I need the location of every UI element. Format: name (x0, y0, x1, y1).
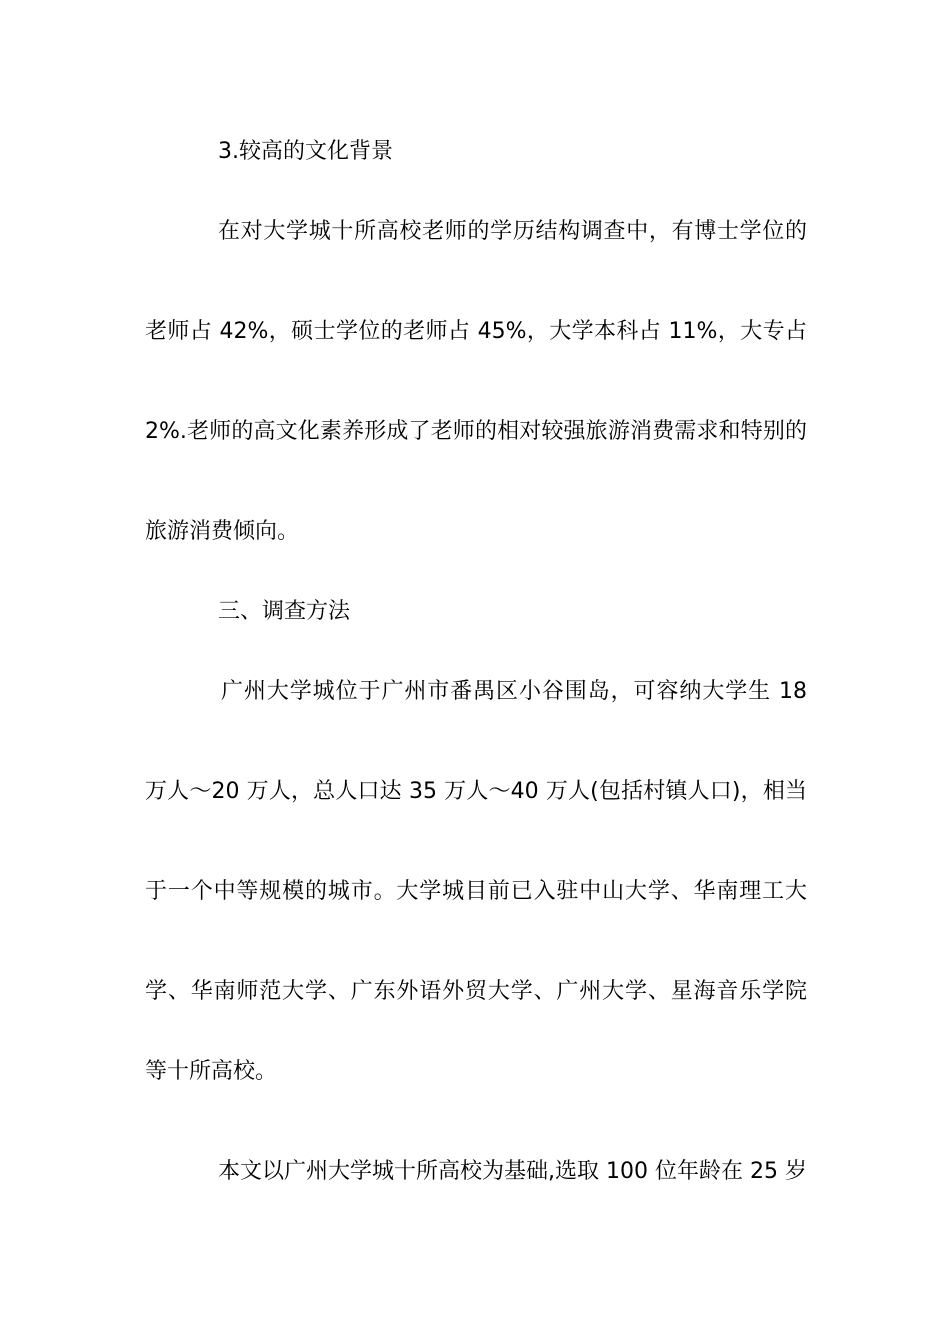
paragraph-line: 本文以广州大学城十所高校为基础,选取 100 位年龄在 25 岁 (218, 1159, 807, 1184)
paragraph-line: 老师占 42%，硕士学位的老师占 45%，大学本科占 11%，大专占 (145, 319, 807, 344)
paragraph-line: 旅游消费倾向。 (145, 519, 300, 544)
paragraph-line: 在对大学城十所高校老师的学历结构调查中，有博士学位的 (218, 219, 807, 244)
section-heading-method: 三、调查方法 (218, 599, 351, 624)
section-heading-culture: 3.较高的文化背景 (218, 139, 393, 164)
paragraph-line: 于一个中等规模的城市。大学城目前已入驻中山大学、华南理工大 (145, 879, 807, 904)
paragraph-line: 万人～20 万人，总人口达 35 万人～40 万人(包括村镇人口)，相当 (145, 779, 807, 804)
paragraph-line: 广州大学城位于广州市番禺区小谷围岛，可容纳大学生 18 (221, 679, 807, 704)
paragraph-line: 学、华南师范大学、广东外语外贸大学、广州大学、星海音乐学院 (145, 979, 807, 1004)
paragraph-line: 等十所高校。 (145, 1059, 278, 1084)
paragraph-line: 2%.老师的高文化素养形成了老师的相对较强旅游消费需求和特别的 (145, 419, 807, 444)
